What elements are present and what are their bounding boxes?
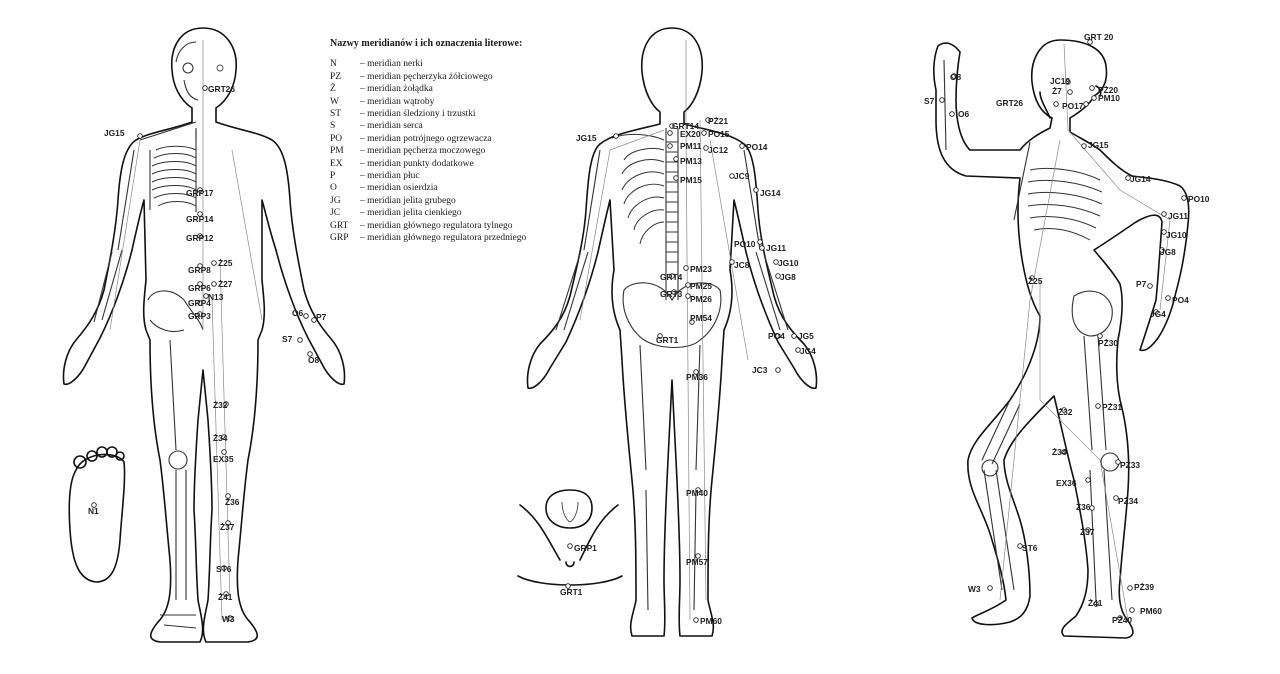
acupoint-label: W3 <box>968 584 981 594</box>
legend-row <box>330 145 570 157</box>
acupoint-label: JC9 <box>734 171 750 181</box>
acupoint-label: PŻ40 <box>1112 615 1133 625</box>
acupoint-label: PM15 <box>680 175 702 185</box>
acupoint-label: JC8 <box>734 260 750 270</box>
acupoint-marker <box>304 314 309 319</box>
legend-meridian-name: – meridian głównego regulatora przedniego <box>360 233 527 244</box>
acupoint-marker <box>1096 404 1101 409</box>
acupoint-label: PM60 <box>700 616 722 626</box>
acupoint-marker <box>1054 102 1059 107</box>
acupoint-label: PO10 <box>1188 194 1210 204</box>
acupoint-label: JC12 <box>708 145 729 155</box>
acupoint-label: PO4 <box>1172 295 1189 305</box>
acupoint-label: PM40 <box>686 488 708 498</box>
legend-row <box>330 182 570 194</box>
legend-code: P <box>330 171 336 182</box>
acupoint-marker <box>754 188 759 193</box>
legend-meridian-name: – meridian pęcherza moczowego <box>360 146 486 157</box>
acupoint-label: PŻ39 <box>1134 582 1155 592</box>
acupoint-label: GRT4 <box>660 272 683 282</box>
acupoint-label: ST6 <box>216 564 232 574</box>
acupoint-label: Ż7 <box>1052 86 1062 96</box>
acupoint-label: JG10 <box>778 258 799 268</box>
acupoint-label: GRP14 <box>186 214 214 224</box>
legend-meridian-name: – meridian nerki <box>360 59 423 70</box>
acupoint-marker <box>940 98 945 103</box>
legend-code: N <box>330 59 337 70</box>
legend-code: S <box>330 121 336 132</box>
acupoint-label: GRT1 <box>656 335 679 345</box>
acupoint-label: P7 <box>316 312 327 322</box>
acupoint-label: Ż25 <box>218 258 233 268</box>
acupoint-marker <box>203 86 208 91</box>
legend-meridian-name: – meridian płuc <box>360 171 420 182</box>
legend-meridian-name: – meridian osierdzia <box>360 183 438 194</box>
acupoint-label: JG10 <box>1166 230 1187 240</box>
acupoint-marker <box>758 240 763 245</box>
acupoint-label: GRP8 <box>188 265 211 275</box>
acupoint-marker <box>212 282 217 287</box>
acupoint-label: Ż36 <box>225 497 240 507</box>
acupoint-label: JG4 <box>800 346 816 356</box>
acupoint-label: PO15 <box>708 129 730 139</box>
acupoint-marker <box>740 144 745 149</box>
legend-row <box>330 158 570 170</box>
acupoint-label: Ż37 <box>220 522 235 532</box>
acupoint-label: JG8 <box>780 272 796 282</box>
acupoint-label: Ż34 <box>1052 447 1067 457</box>
legend-code: EX <box>330 158 343 169</box>
acupoint-label: PM11 <box>680 141 702 151</box>
acupoint-label: GRT14 <box>672 121 699 131</box>
acupoint-marker <box>212 261 217 266</box>
acupoint-label: Ż37 <box>1080 527 1095 537</box>
legend-row <box>330 108 570 120</box>
acupoint-label: JG5 <box>798 331 814 341</box>
acupoint-label: PŻ31 <box>1102 402 1123 412</box>
acupoint-label: O8 <box>308 355 320 365</box>
acupoint-label: PO4 <box>768 331 785 341</box>
legend-row <box>330 170 570 182</box>
acupoint-label: GRT 20 <box>1084 32 1114 42</box>
acupoint-label: W3 <box>222 614 235 624</box>
acupoint-label: Ż34 <box>213 433 228 443</box>
acupoint-label: JG14 <box>1130 174 1151 184</box>
acupoint-label: JG15 <box>1088 140 1109 150</box>
acupoint-label: PŻ30 <box>1098 338 1119 348</box>
acupoint-marker <box>298 338 303 343</box>
acupoint-label: GRP12 <box>186 233 214 243</box>
acupoint-marker <box>760 246 765 251</box>
legend-code: JC <box>330 208 341 219</box>
legend-meridian-name: – meridian pęcherzyka żółciowego <box>360 71 493 82</box>
acupoint-label: S7 <box>282 334 293 344</box>
acupoint-label: EX35 <box>213 454 234 464</box>
acupoint-marker <box>684 266 689 271</box>
legend-meridian-name: – meridian głównego regulatora tylnego <box>360 220 513 231</box>
acupoint-label: PM23 <box>690 264 712 274</box>
acupoint-marker <box>1166 296 1171 301</box>
acupoint-label: EX20 <box>680 129 701 139</box>
acupoint-label: GRP6 <box>188 283 211 293</box>
acupoint-label: GRP17 <box>186 188 214 198</box>
acupoint-label: O6 <box>292 308 304 318</box>
front-figure <box>64 28 345 642</box>
acupoint-label: PM10 <box>1098 93 1120 103</box>
acupoint-label: JC3 <box>752 365 768 375</box>
acupoint-label: JG8 <box>1160 247 1176 257</box>
acupoint-label: PM36 <box>686 372 708 382</box>
acupoint-label: JG15 <box>576 133 597 143</box>
acupuncture-points <box>88 32 1210 626</box>
acupoint-label: GRT1 <box>560 587 583 597</box>
acupoint-label: JG15 <box>104 128 125 138</box>
acupoint-marker <box>668 131 673 136</box>
acupoint-label: O6 <box>958 109 970 119</box>
legend-code: Ż <box>330 84 336 95</box>
acupoint-label: GRP1 <box>574 543 597 553</box>
acupoint-label: PO17 <box>1062 101 1084 111</box>
acupoint-label: N1 <box>88 506 99 516</box>
legend-row <box>330 71 570 83</box>
acupoint-label: Ż41 <box>1088 598 1103 608</box>
legend-row <box>330 120 570 132</box>
acupoint-label: PO14 <box>746 142 768 152</box>
acupoint-label: N13 <box>208 292 224 302</box>
acupoint-label: PŻ20 <box>1098 85 1119 95</box>
acupoint-marker <box>614 134 619 139</box>
acupoint-label: EX36 <box>1056 478 1077 488</box>
acupoint-label: P7 <box>1136 279 1147 289</box>
legend-meridian-name: – meridian śledziony i trzustki <box>360 109 476 120</box>
acupoint-label: Ż32 <box>213 400 228 410</box>
acupoint-label: Ż32 <box>1058 407 1073 417</box>
acupoint-marker <box>1082 144 1087 149</box>
acupoint-label: PŻ21 <box>708 116 729 126</box>
acupoint-label: PŻ33 <box>1120 460 1141 470</box>
legend-meridian-name: – meridian wątroby <box>360 96 435 107</box>
acupoint-label: PM13 <box>680 156 702 166</box>
legend-title: Nazwy meridianów i ich oznaczenia literowe: <box>330 38 523 49</box>
legend-meridian-name: – meridian jelita grubego <box>360 195 456 206</box>
acupoint-marker <box>792 334 797 339</box>
acupoint-label: S7 <box>924 96 935 106</box>
legend-row <box>330 207 570 219</box>
acupoint-marker <box>138 134 143 139</box>
legend-code: W <box>330 96 339 107</box>
legend-code: JG <box>330 195 341 206</box>
legend-code: PM <box>330 146 344 157</box>
legend-row <box>330 195 570 207</box>
legend-code: ST <box>330 109 342 120</box>
acupoint-marker <box>1182 196 1187 201</box>
acupoint-label: Ż41 <box>218 592 233 602</box>
legend-code: PO <box>330 133 343 144</box>
acupoint-marker <box>776 368 781 373</box>
acupoint-marker <box>694 618 699 623</box>
acupoint-label: PM26 <box>690 294 712 304</box>
legend-row <box>330 133 570 145</box>
legend-row <box>330 96 570 108</box>
acupoint-marker <box>1086 478 1091 483</box>
acupoint-label: PM57 <box>686 557 708 567</box>
acupoint-label: Ż25 <box>1028 276 1043 286</box>
acupoint-label: PO10 <box>734 239 756 249</box>
acupoint-label: ST6 <box>1022 543 1038 553</box>
acupoint-marker <box>668 144 673 149</box>
acupoint-marker <box>1130 608 1135 613</box>
legend-meridian-name: – meridian jelita cienkiego <box>360 208 462 219</box>
legend-meridian-name: – meridian potrójnego ogrzewacza <box>360 133 492 144</box>
legend-meridian-name: – meridian serca <box>360 121 423 132</box>
acupoint-marker <box>702 131 707 136</box>
legend-row <box>330 220 570 232</box>
meridian-legend <box>330 38 570 245</box>
acupoint-label: JG11 <box>766 243 787 253</box>
acupoint-marker <box>568 544 573 549</box>
acupoint-label: PM60 <box>1140 606 1162 616</box>
legend-code: O <box>330 183 337 194</box>
legend-row <box>330 232 570 244</box>
acupoint-marker <box>1068 90 1073 95</box>
acupoint-label: O8 <box>950 72 962 82</box>
acupoint-label: JG14 <box>760 188 781 198</box>
acupoint-label: GRT26 <box>996 98 1023 108</box>
acupoint-marker <box>1092 96 1097 101</box>
acupoint-marker <box>1090 86 1095 91</box>
legend-meridian-name: – meridian punkty dodatkowe <box>360 158 474 169</box>
legend-row <box>330 58 570 70</box>
acupoint-label: GRP3 <box>188 311 211 321</box>
acupoint-marker <box>674 157 679 162</box>
acupoint-marker <box>674 176 679 181</box>
acupoint-label: PM54 <box>690 313 712 323</box>
legend-code: GRP <box>330 233 349 244</box>
acupoint-label: GRP4 <box>188 298 211 308</box>
acupoint-label: PŻ34 <box>1118 496 1139 506</box>
acupoint-marker <box>1162 212 1167 217</box>
acupoint-marker <box>1148 284 1153 289</box>
legend-meridian-name: – meridian żołądka <box>360 84 433 95</box>
acupoint-label: PM25 <box>690 281 712 291</box>
acupoint-label: JG4 <box>1150 309 1166 319</box>
side-figure <box>934 40 1189 638</box>
acupoint-marker <box>1128 586 1133 591</box>
legend-code: GRT <box>330 220 349 231</box>
acupoint-marker <box>988 586 993 591</box>
acupoint-label: JG11 <box>1168 211 1189 221</box>
legend-list <box>330 58 570 244</box>
acupoint-label: Ż27 <box>218 279 233 289</box>
legend-code: PZ <box>330 71 342 82</box>
acupoint-label: GRT3 <box>660 289 683 299</box>
acupoint-label: JC19 <box>1050 76 1071 86</box>
acupoint-label: Ż36 <box>1076 502 1091 512</box>
acupoint-marker <box>1084 102 1089 107</box>
acupoint-label: GRT26 <box>208 84 235 94</box>
legend-row <box>330 83 570 95</box>
acupoint-marker <box>950 112 955 117</box>
